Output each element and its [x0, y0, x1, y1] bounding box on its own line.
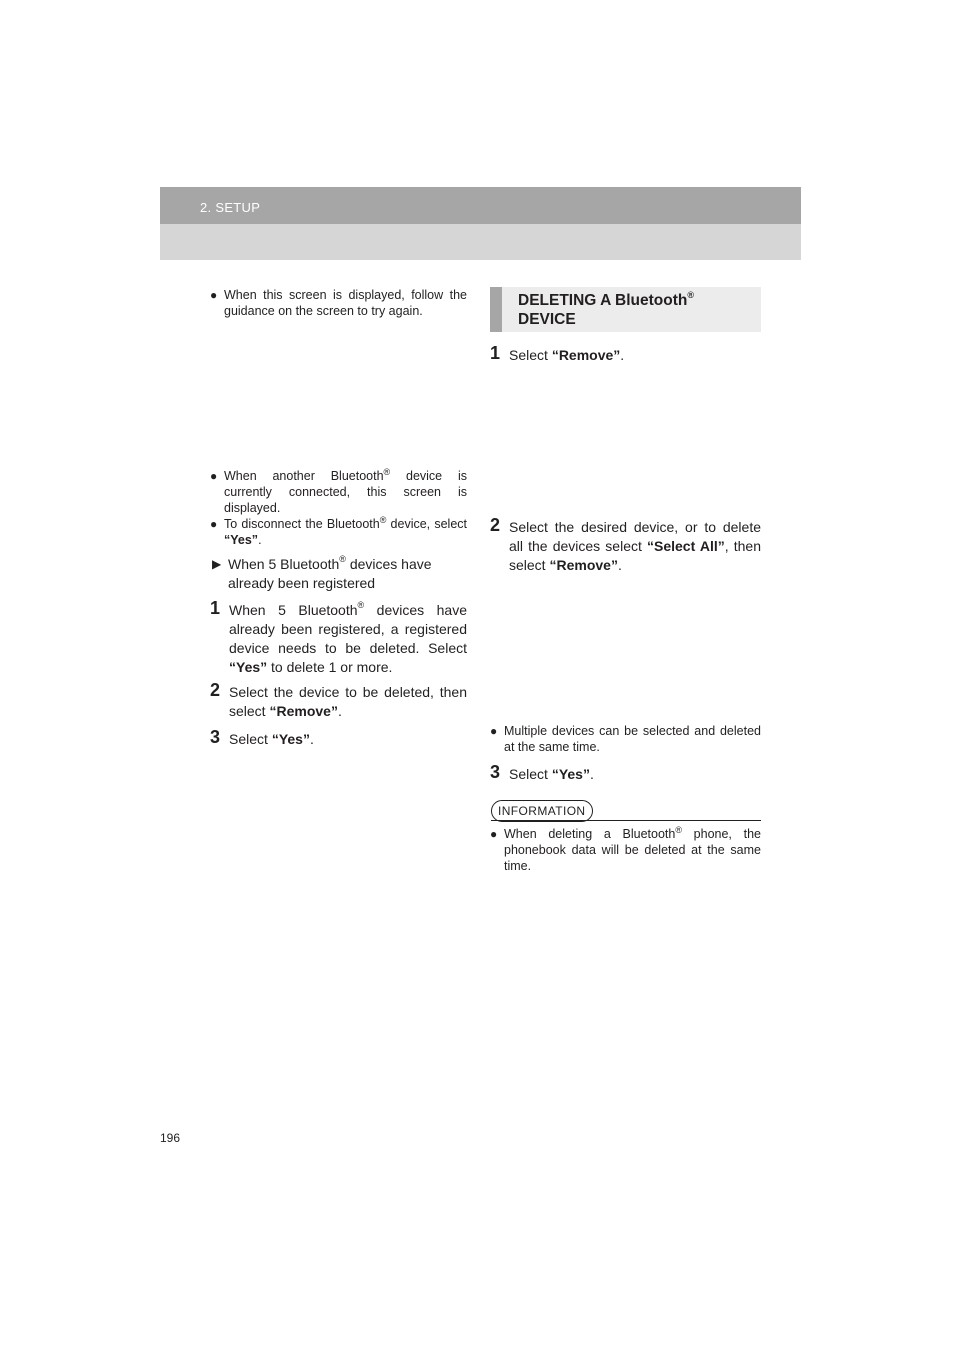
step-number: 3 [210, 727, 221, 747]
information-label: INFORMATION [491, 800, 593, 822]
step-number: 1 [210, 598, 221, 618]
right-step-1: 1 Select “Remove”. [490, 343, 625, 363]
section-heading [490, 287, 761, 332]
page-number: 196 [160, 1131, 181, 1145]
page-header [160, 187, 801, 260]
left-step-1: 1 When 5 Bluetooth® devices have already been registered, a registered device needs to be deleted. Select “Yes” to delete 1 or more. [210, 598, 468, 675]
left-bullet-connected: ● When another Bluetooth® device is currently connected, this screen is displayed. [210, 467, 467, 515]
left-step-2: 2 Select the device to be deleted, then select “Remove”. [210, 680, 467, 719]
bullet-icon: ● [490, 724, 498, 738]
bullet-icon: ● [490, 827, 498, 841]
bullet-icon: ● [210, 517, 218, 531]
right-step-2: 2 Select the desired device, or to delete all the devices select “Select All”, then select “Remove”. [490, 515, 762, 573]
left-step-3: 3 Select “Yes”. [210, 727, 314, 747]
left-bullet-disconnect: ● To disconnect the Bluetooth® device, select “Yes”. [210, 515, 467, 547]
step-number: 2 [490, 515, 501, 535]
left-subheading: ▶ When 5 Bluetooth® devices have already been registered [212, 554, 432, 591]
step-number: 2 [210, 680, 221, 700]
left-bullet-retry: ● When this screen is displayed, follow the guidance on the screen to try again. [210, 288, 467, 318]
bullet-icon: ● [210, 288, 218, 302]
triangle-right-icon: ▶ [212, 557, 222, 571]
step-number: 3 [490, 762, 501, 782]
section-heading-bar [490, 287, 502, 332]
section-title: DELETING A Bluetooth® DEVICE [518, 290, 694, 328]
bullet-icon: ● [210, 469, 218, 483]
information-bullet: ● When deleting a Bluetooth® phone, the phonebook data will be deleted at the same time. [490, 825, 761, 873]
right-bullet-multiple: ● Multiple devices can be selected and deleted at the same time. [490, 724, 761, 754]
information-divider [491, 820, 761, 821]
step-number: 1 [490, 343, 501, 363]
header-title: 2. SETUP [200, 200, 261, 215]
right-step-3: 3 Select “Yes”. [490, 762, 594, 782]
